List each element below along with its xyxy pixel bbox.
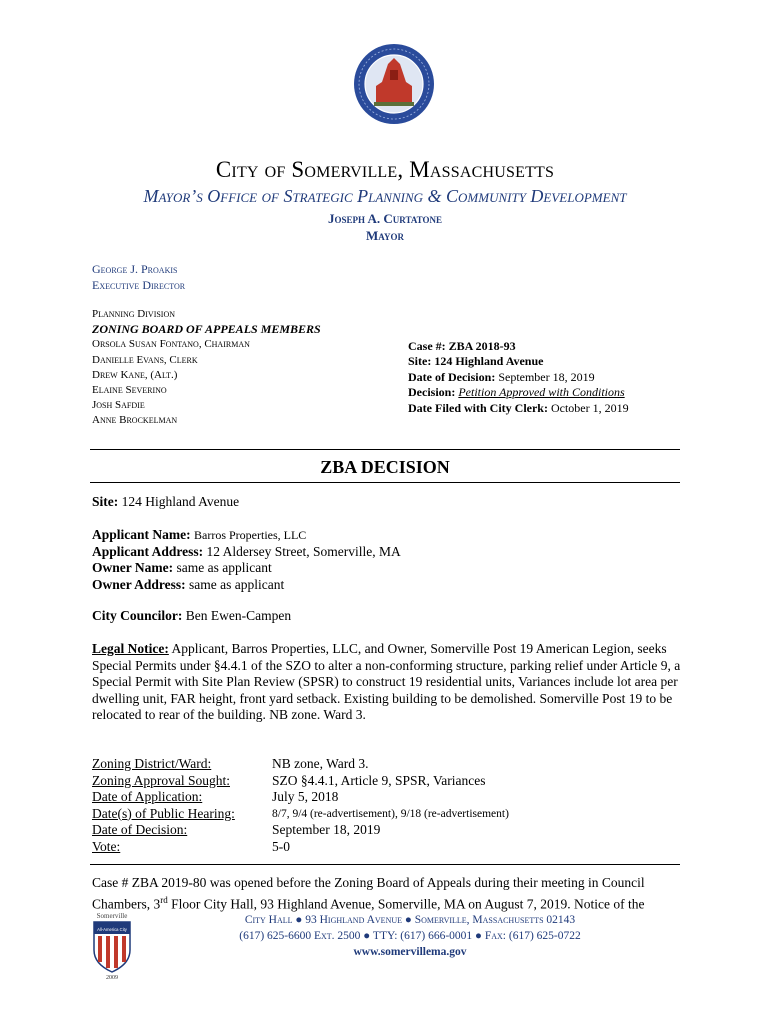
detail-value: NB zone, Ward 3.	[272, 756, 369, 771]
closing-paragraph	[92, 875, 692, 913]
details-table	[92, 756, 509, 855]
planning-division: Planning Division	[92, 308, 176, 320]
zba-decision-title: ZBA DECISION	[320, 457, 450, 477]
logo-year-text: 2009	[106, 975, 118, 980]
board-members-list	[92, 307, 321, 429]
applicant-address-value: 12 Aldersey Street, Somerville, MA	[206, 543, 401, 559]
logo-top-text: Somerville	[96, 912, 128, 920]
applicant-name-value: Barros Properties, LLC	[194, 528, 307, 542]
mayor-name: Joseph A. Curtatone	[327, 211, 442, 226]
date-decision-label: Date of Decision:	[408, 369, 496, 384]
detail-label: Zoning District/Ward:	[92, 756, 212, 771]
detail-value: 5-0	[272, 838, 290, 854]
all-america-city-logo	[89, 910, 135, 980]
office-title: Mayor’s Office of Strategic Planning & Community Development	[143, 186, 627, 206]
table-row	[92, 839, 509, 856]
closing-line-1: Case # ZBA 2019-80 was opened before the Zoning Board of Appeals during their meeting in Council	[92, 875, 645, 890]
board-member: Orsola Susan Fontano, Chairman	[92, 338, 250, 351]
decision-value: Petition Approved with Conditions	[458, 385, 625, 400]
detail-value: September 18, 2019	[272, 822, 381, 837]
detail-value: 8/7, 9/4 (re-advertisement), 9/18 (re-advertisement)	[272, 807, 509, 820]
board-member: Elaine Severino	[92, 384, 167, 397]
table-row	[92, 822, 509, 839]
closing-line-2-sup: rd	[160, 894, 168, 905]
applicant-block	[92, 527, 682, 593]
owner-name-value: same as applicant	[176, 560, 272, 575]
divider-bottom	[90, 482, 680, 483]
site-label: Site:	[92, 494, 119, 509]
owner-address-label: Owner Address:	[92, 576, 186, 592]
legal-notice-text: Applicant, Barros Properties, LLC, and Owner, Somerville Post 19 American Legion, seeks Special Permits under §4.4.1 of the SZO to alter a non-conforming structure, parking relief under Article 9, a Special Permit with Site Plan Review (SPSR) to construct 19 residential units, Variances include lot area per dwelling unit, FAR height, front yard setback. Existing building to be demolished. Somerville Post 19 to be relocated to rear of the building. NB zone. Ward 3.	[92, 641, 681, 722]
councilor-line	[92, 608, 682, 625]
legal-notice	[92, 641, 682, 724]
board-member: Josh Safdie	[92, 399, 145, 412]
footer-website[interactable]: www.somervillema.gov	[353, 946, 467, 958]
date-filed-label: Date Filed with City Clerk:	[408, 400, 548, 415]
case-number: Case #: ZBA 2018-93	[408, 339, 516, 353]
detail-value: July 5, 2018	[272, 789, 339, 804]
board-heading: ZONING BOARD OF APPEALS MEMBERS	[92, 322, 321, 337]
city-seal-icon	[352, 42, 436, 126]
board-member: Anne Brockelman	[92, 414, 178, 427]
date-decision-value: September 18, 2019	[498, 369, 595, 384]
closing-line-2a: Chambers, 3	[92, 896, 161, 911]
city-title: City of Somerville, Massachusetts	[215, 157, 555, 182]
date-filed-value: October 1, 2019	[550, 400, 629, 415]
table-row	[92, 806, 509, 823]
director-title: Executive Director	[92, 278, 186, 292]
divider-top	[90, 449, 680, 450]
director-name: George J. Proakis	[92, 262, 178, 276]
case-site: Site: 124 Highland Avenue	[408, 354, 544, 369]
councilor-value: Ben Ewen-Campen	[185, 608, 292, 623]
board-member: Danielle Evans, Clerk	[92, 353, 198, 366]
site-value: 124 Highland Avenue	[121, 494, 240, 509]
detail-label: Vote:	[92, 838, 121, 854]
table-row	[92, 773, 509, 790]
applicant-name-label: Applicant Name:	[92, 527, 191, 542]
detail-label: Date of Decision:	[92, 822, 188, 837]
detail-value: SZO §4.4.1, Article 9, SPSR, Variances	[272, 772, 486, 788]
case-info	[408, 339, 629, 416]
applicant-address-label: Applicant Address:	[92, 543, 204, 559]
board-member: Drew Kane, (Alt.)	[92, 368, 178, 381]
table-row	[92, 789, 509, 806]
legal-notice-label: Legal Notice:	[92, 641, 169, 656]
owner-address-value: same as applicant	[189, 576, 285, 592]
mayor-title: Mayor	[366, 228, 404, 243]
logo-banner-text: All-America City	[97, 927, 127, 932]
divider-closing	[90, 864, 680, 865]
decision-label: Decision:	[408, 385, 456, 400]
owner-name-label: Owner Name:	[92, 560, 174, 575]
site-line	[92, 494, 682, 511]
footer-phones: (617) 625-6600 Ext. 2500 ● TTY: (617) 666-0001 ● Fax: (617) 625-0722	[239, 930, 581, 942]
councilor-label: City Councilor:	[92, 608, 183, 623]
detail-label: Zoning Approval Sought:	[92, 772, 230, 788]
detail-label: Date of Application:	[92, 789, 203, 804]
closing-line-2b: Floor City Hall, 93 Highland Avenue, Somerville, MA on August 7, 2019. Notice of the	[167, 896, 645, 911]
footer-address: City Hall ● 93 Highland Avenue ● Somerville, Massachusetts 02143	[244, 914, 576, 926]
table-row	[92, 756, 509, 773]
detail-label: Date(s) of Public Hearing:	[92, 805, 235, 821]
